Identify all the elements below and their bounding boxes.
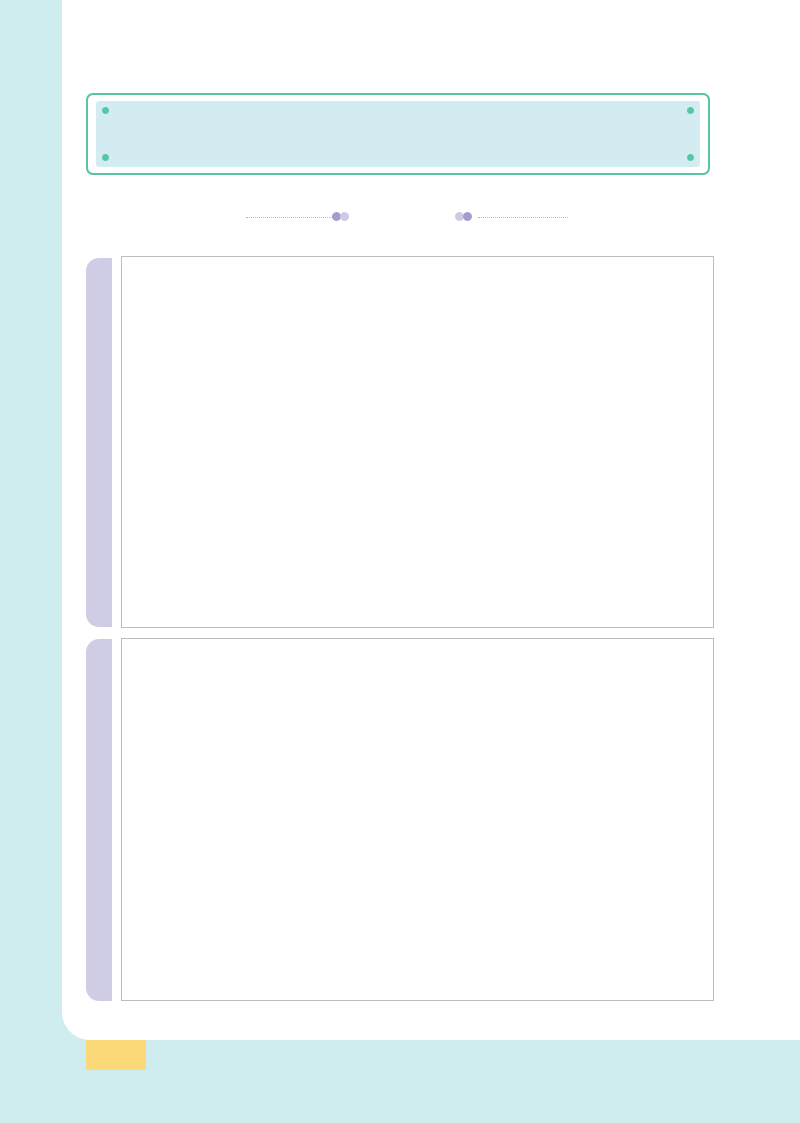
section-header [0,203,800,233]
page-number-badge [86,1040,146,1070]
tag-pinyin-write [86,258,112,627]
tag-pronunciation [86,639,112,1001]
write-words-box [121,256,714,628]
pronunciation-box [121,638,714,1001]
unit-banner [86,93,710,175]
